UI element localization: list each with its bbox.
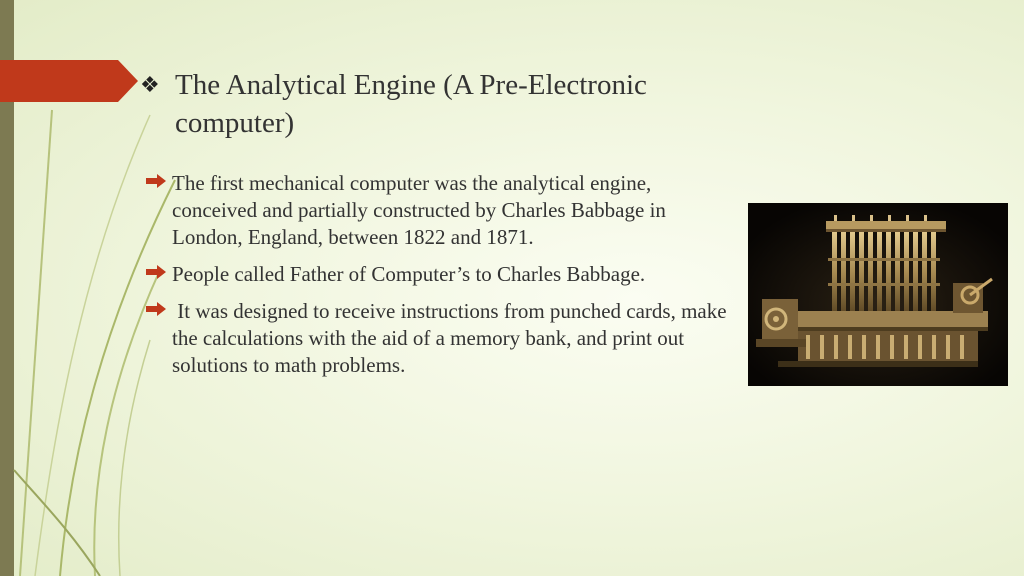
bullet-item [146, 261, 741, 288]
arrow-bullet-icon [146, 174, 166, 188]
bullet-text: The first mechanical computer was the analytical engine, conceived and partially constructed by Charles Babbage in London, England, between 1822 and 1871. [172, 171, 666, 249]
diamond-cluster-icon: ❖ [140, 72, 160, 97]
bullet-item [146, 298, 741, 379]
slide-title [140, 66, 760, 142]
title-accent-tab [0, 60, 138, 102]
arrow-bullet-icon [146, 265, 166, 279]
bullet-text: It was designed to receive instructions from punched cards, make the calculations with the aid of a memory bank, and print out solutions to math problems. [172, 299, 732, 377]
bullet-text: People called Father of Computer’s to Charles Babbage. [172, 262, 646, 286]
analytical-engine-image [748, 203, 1008, 386]
bullet-list [146, 170, 741, 389]
arrow-bullet-icon [146, 302, 166, 316]
bullet-item [146, 170, 741, 251]
machine-illustration [748, 203, 1008, 386]
title-text: The Analytical Engine (A Pre-Electronic computer) [175, 69, 647, 139]
